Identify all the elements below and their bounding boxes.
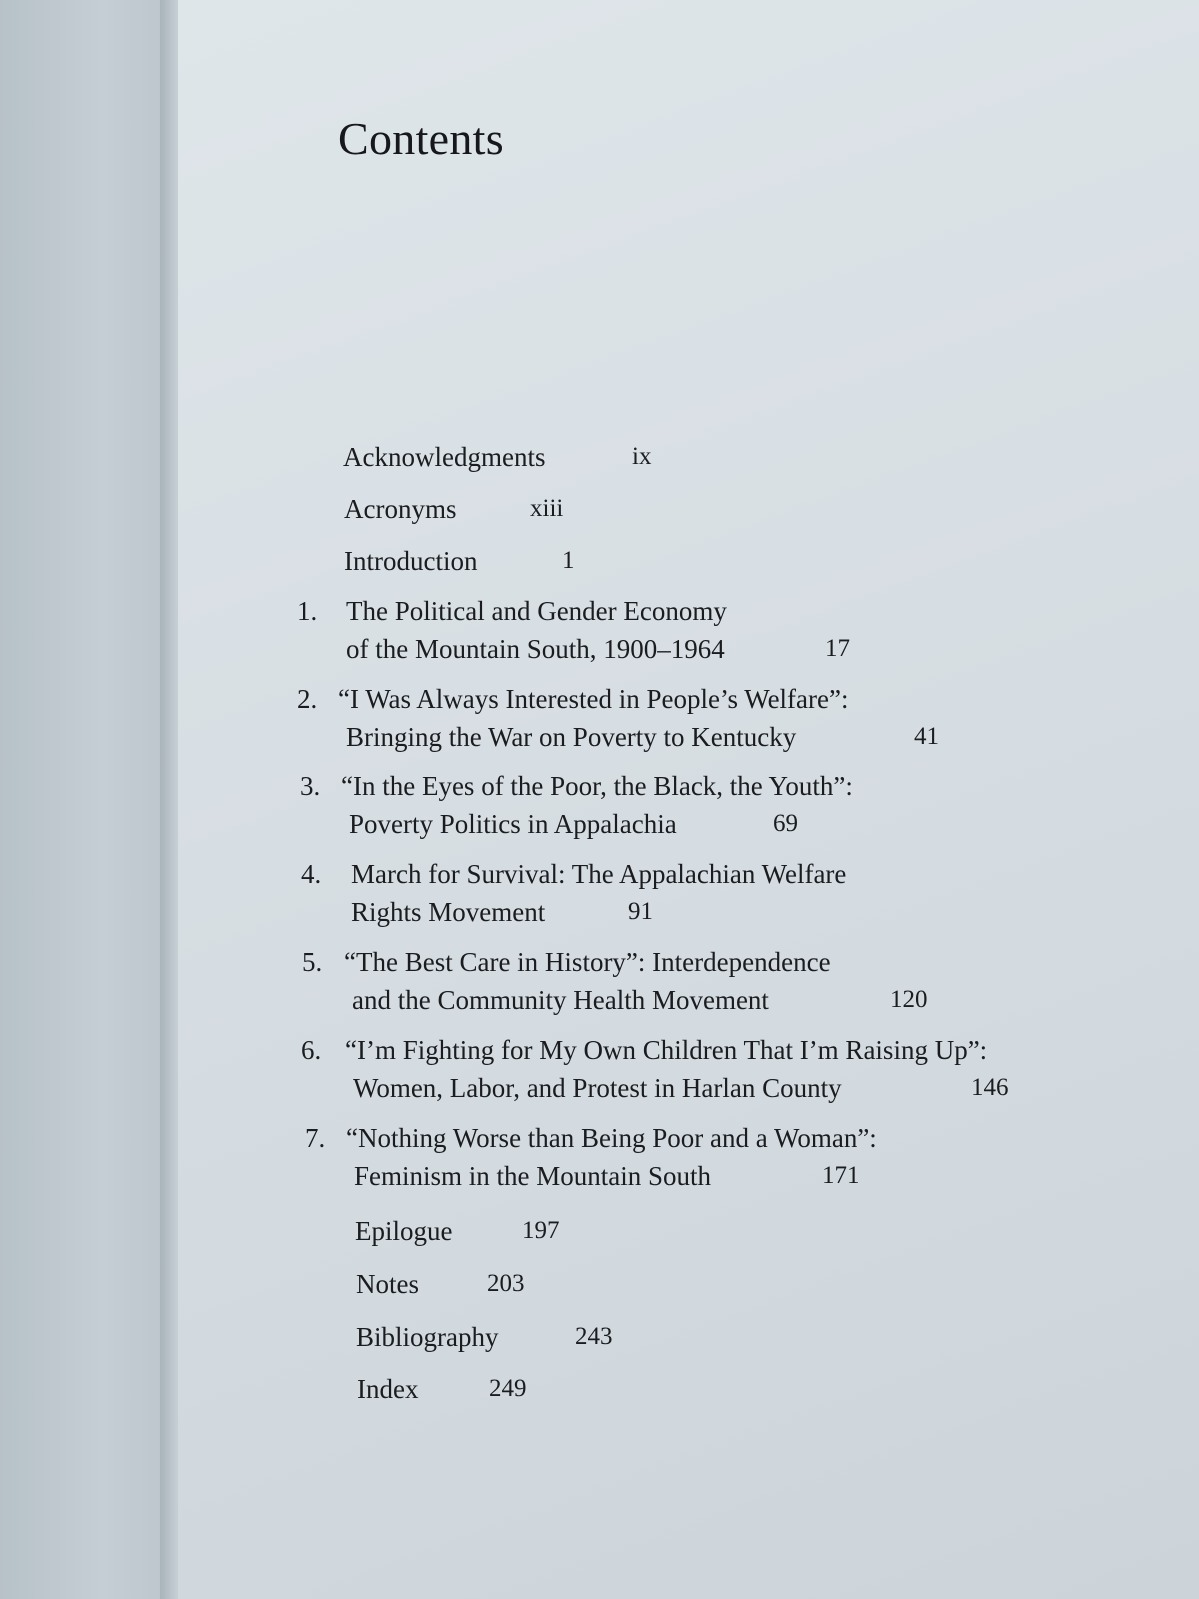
entry-page-number: 1 <box>562 547 575 574</box>
entry-title-line: “The Best Care in History”: Interdependence <box>344 947 831 977</box>
toc-entry-chapter-6 <box>301 1031 1009 1107</box>
entry-page-number: 197 <box>522 1217 560 1244</box>
toc-entry-bibliography <box>356 1318 613 1356</box>
entry-page-number: 203 <box>487 1270 525 1297</box>
chapter-number: 4. <box>301 859 322 889</box>
entry-page-number: 69 <box>773 810 798 837</box>
entry-page-number: ix <box>632 443 652 470</box>
toc-entry-notes <box>356 1265 525 1303</box>
chapter-number: 7. <box>305 1123 326 1153</box>
toc-entry-chapter-5 <box>302 943 928 1019</box>
entry-page-number: 146 <box>971 1074 1009 1101</box>
page-title: Contents <box>338 113 504 164</box>
chapter-number: 1. <box>297 596 318 626</box>
toc-entry-introduction <box>344 542 575 580</box>
entry-page-number: 249 <box>489 1375 527 1402</box>
entry-title-line: Rights Movement <box>351 897 546 927</box>
toc-entry-acronyms <box>344 490 564 528</box>
entry-page-number: 243 <box>575 1323 613 1350</box>
entry-title-line: Feminism in the Mountain South <box>354 1161 712 1191</box>
entry-title: Introduction <box>344 546 478 576</box>
entry-title: Epilogue <box>355 1216 453 1246</box>
entry-title-line: Women, Labor, and Protest in Harlan County <box>353 1073 842 1103</box>
entry-page-number: xiii <box>530 495 564 522</box>
chapter-number: 3. <box>300 771 321 801</box>
toc-entry-chapter-4 <box>301 855 847 931</box>
chapter-number: 5. <box>302 947 323 977</box>
entry-title-line: and the Community Health Movement <box>352 985 769 1015</box>
entry-title-line: Poverty Politics in Appalachia <box>349 809 677 839</box>
entry-title: Notes <box>356 1269 419 1299</box>
entry-title: Acknowledgments <box>343 442 546 472</box>
entry-page-number: 120 <box>890 986 928 1013</box>
entry-page-number: 171 <box>822 1162 860 1189</box>
entry-title: Bibliography <box>356 1322 499 1352</box>
toc-entry-chapter-7 <box>305 1119 877 1195</box>
entry-title-line: “Nothing Worse than Being Poor and a Woman”: <box>346 1123 877 1153</box>
toc-entry-epilogue <box>355 1212 560 1250</box>
toc-entry-chapter-2 <box>297 680 939 756</box>
entry-title-line: “In the Eyes of the Poor, the Black, the Youth”: <box>341 771 853 801</box>
chapter-number: 2. <box>297 684 318 714</box>
entry-title: Acronyms <box>344 494 457 524</box>
entry-title-line: of the Mountain South, 1900–1964 <box>346 634 725 664</box>
entry-title-line: “I Was Always Interested in People’s Welfare”: <box>338 684 849 714</box>
entry-title-line: “I’m Fighting for My Own Children That I’m Raising Up”: <box>345 1035 988 1065</box>
entry-page-number: 91 <box>628 898 653 925</box>
chapter-number: 6. <box>301 1035 322 1065</box>
entry-title-line: The Political and Gender Economy <box>346 596 727 626</box>
toc-entry-acknowledgments <box>343 438 652 476</box>
entry-title: Index <box>357 1374 419 1404</box>
toc-entry-chapter-3 <box>300 767 853 843</box>
toc-entry-chapter-1 <box>297 592 850 668</box>
facing-page <box>0 0 170 1599</box>
entry-page-number: 41 <box>914 723 939 750</box>
entry-title-line: Bringing the War on Poverty to Kentucky <box>346 722 797 752</box>
entry-title-line: March for Survival: The Appalachian Welfare <box>351 859 847 889</box>
entry-page-number: 17 <box>825 635 850 662</box>
toc-entry-index <box>357 1370 527 1408</box>
